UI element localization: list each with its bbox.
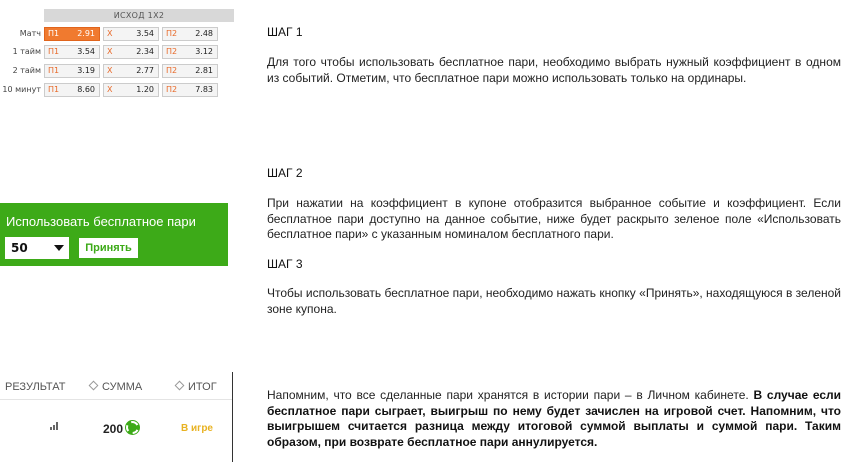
step3-title: ШАГ 3 [267,257,303,271]
odds-key: П1 [48,47,60,56]
odds-value: 3.12 [195,47,213,56]
col-sum-label: СУММА [102,381,143,393]
odds-key: Х [107,85,113,94]
odds-cell-x[interactable] [103,64,159,78]
odds-value: 3.54 [136,29,154,38]
odds-row-label: 2 тайм [12,66,41,75]
odds-key: Х [107,47,113,56]
odds-value: 2.91 [77,29,95,38]
col-sum-header[interactable] [90,381,142,393]
sort-diamond-icon [89,381,99,391]
odds-cell-p2[interactable] [162,64,218,78]
note-text [267,388,841,450]
bet-amount: 200 [103,422,124,436]
freebet-chip-icon [126,421,139,434]
step2-title: ШАГ 2 [267,166,303,180]
odds-table-header: ИСХОД 1Х2 [44,9,234,22]
step1-title: ШАГ 1 [267,25,303,39]
odds-value: 2.34 [136,47,154,56]
accept-button[interactable]: Принять [79,238,138,258]
history-divider [232,372,233,462]
odds-value: 3.54 [77,47,95,56]
note-plain: Напомним, что все сделанные пари хранятся в истории пари – в Личном кабинете. [267,388,754,402]
odds-row-label: 10 минут [2,85,41,94]
odds-key: Х [107,66,113,75]
odds-value: 1.20 [136,85,154,94]
odds-row-label: 1 тайм [12,47,41,56]
col-total-label: ИТОГ [188,381,217,393]
history-separator [0,399,232,400]
odds-row-match [0,27,236,41]
odds-key: П2 [166,66,178,75]
odds-cell-p2[interactable] [162,45,218,59]
odds-value: 2.77 [136,66,154,75]
odds-key: П1 [48,29,60,38]
col-result-header[interactable] [5,381,65,393]
odds-value: 2.48 [195,29,213,38]
odds-key: П1 [48,66,60,75]
col-total-header[interactable] [176,381,217,393]
freebet-panel [0,203,228,266]
odds-key: П2 [166,85,178,94]
bet-status: В игре [181,423,213,434]
note-bold: В случае если бесплатное пари сыграет, выигрыш по нему будет зачислен на игровой счет. Напомним, что выигрышем считается разница между итоговой суммой выплаты и суммой пари. Таким образом, при возврате бесплатное пари аннулируется. [267,388,842,449]
odds-cell-p1[interactable] [44,27,100,41]
freebet-title: Использовать бесплатное пари [6,214,196,229]
odds-value: 7.83 [195,85,213,94]
odds-cell-p1[interactable] [44,83,100,97]
odds-value: 2.81 [195,66,213,75]
col-result-label: РЕЗУЛЬТАТ [5,381,66,393]
odds-cell-p1[interactable] [44,64,100,78]
odds-cell-p1[interactable] [44,45,100,59]
freebet-amount-value: 50 [11,241,28,255]
odds-key: Х [107,29,113,38]
odds-cell-x[interactable] [103,45,159,59]
odds-row-label: Матч [19,29,41,38]
odds-value: 3.19 [77,66,95,75]
dropdown-arrow-icon [54,245,64,251]
stats-icon[interactable] [50,422,60,430]
odds-key: П2 [166,29,178,38]
sort-diamond-icon [175,381,185,391]
odds-value: 8.60 [77,85,95,94]
odds-row-first-half [0,45,236,59]
step1-text: Для того чтобы использовать бесплатное пари, необходимо выбрать нужный коэффициент в одном из событий. Отметим, что бесплатное пари можно использовать только на ординары. [267,55,841,85]
odds-cell-x[interactable] [103,27,159,41]
odds-cell-p2[interactable] [162,27,218,41]
odds-key: П2 [166,47,178,56]
odds-row-second-half [0,64,236,78]
freebet-amount-select[interactable] [5,237,69,259]
odds-row-ten-minutes [0,83,236,97]
step3-text: Чтобы использовать бесплатное пари, необходимо нажать кнопку «Принять», находящуюся в зеленой зоне купона. [267,286,841,316]
odds-cell-p2[interactable] [162,83,218,97]
odds-cell-x[interactable] [103,83,159,97]
odds-key: П1 [48,85,60,94]
step2-text: При нажатии на коэффициент в купоне отобразится выбранное событие и коэффициент. Если бесплатное пари доступно на данное событие, ниже будет раскрыто зеленое поле «Использовать бесплатное пари» с указанным номиналом бесплатного пари. [267,196,841,241]
